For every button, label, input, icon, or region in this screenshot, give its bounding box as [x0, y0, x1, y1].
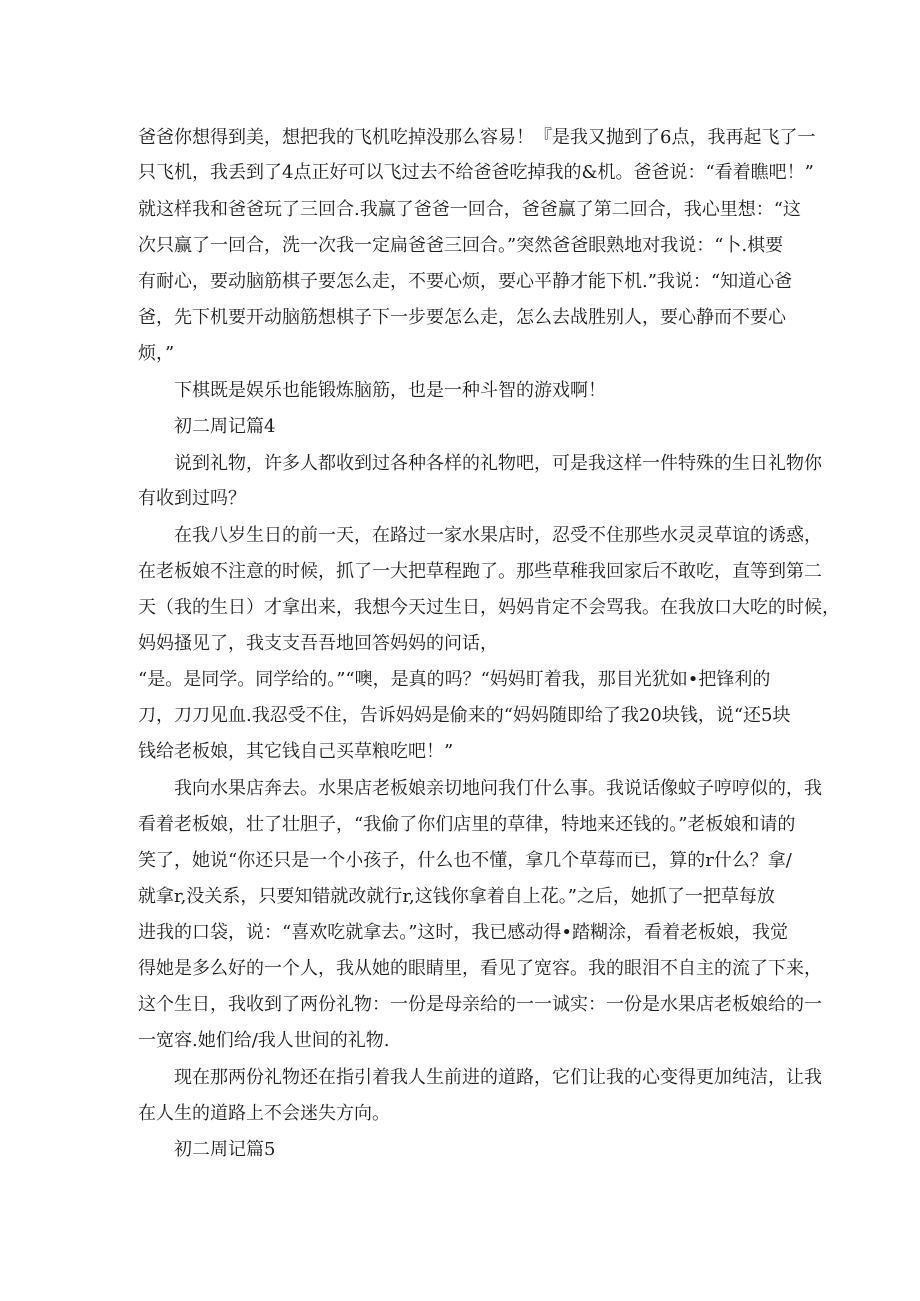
text-line: 下棋既是娱乐也能锻炼脑筋，也是一种斗智的游戏啊！: [174, 380, 606, 401]
text-line: 有耐心，要动脑筋棋子要怎么走，不要心烦，要心平静才能下机.”我说：“知道心爸: [138, 271, 793, 292]
text-line: 进我的口袋，说：“喜欢吃就拿去。”这时，我已感动得•踏糊涂，看着老板娘，我觉: [138, 922, 789, 943]
text-line: 在人生的道路上不会迷失方向。: [138, 1103, 390, 1124]
text-line: 看着老板娘，壮了壮胆子，“我偷了你们店里的草律，特地来还钱的。”老板娘和请的: [138, 814, 796, 835]
text-line: 爸，先下机要开动脑筋想棋子下一步要怎么走，怎么去战胜别人，要心静而不要心: [138, 307, 786, 328]
text-line: 说到礼物，许多人都收到过各种各样的礼物吧，可是我这样一件特殊的生日礼物你: [174, 453, 822, 474]
text-line: 烦，”: [138, 343, 175, 364]
text-line: 就拿r,没关系，只要知错就改就行r,这钱你拿着自上花。”之后，她抓了一把草每放: [138, 886, 775, 907]
section-heading: 初二周记篇5: [174, 1139, 276, 1160]
text-line: 在我八岁生日的前一天，在路过一家水果店时，忍受不住那些水灵灵草谊的诱惑，: [174, 525, 822, 546]
text-line: 只飞机，我丢到了4点正好可以飞过去不给爸爸吃掉我的&机。爸爸说：“看着瞧吧！”: [138, 162, 814, 183]
text-line: 妈妈搔见了，我支支吾吾地回答妈妈的问话，: [138, 633, 498, 654]
text-line: 次只赢了一回合，洗一次我一定扁爸爸三回合。”突然爸爸眼熟地对我说：“卜.棋要: [138, 235, 784, 256]
section-heading: 初二周记篇4: [174, 416, 276, 437]
text-line: 我向水果店奔去。水果店老板娘亲切地问我仃什么事。我说话像蚊子哼哼似的，我: [174, 778, 822, 799]
text-line: 一宽容.她们给/我人世间的礼物.: [138, 1030, 390, 1051]
text-line: 得她是多么好的一个人，我从她的眼睛里，看见了宽容。我的眼泪不自主的流了下来，: [138, 958, 822, 979]
text-line: “是。是同学。同学给的。”“噢，是真的吗？“妈妈盯着我，那目光犹如•把锋利的: [138, 669, 771, 690]
text-line: 天（我的生日）才拿出来，我想今天过生日，妈妈肯定不会骂我。在我放口大吃的时候，: [138, 597, 840, 618]
text-line: 钱给老板娘，其它钱自己买草粮吃吧！”: [138, 741, 454, 762]
text-line: 在老板娘不注意的时候，抓了一大把草程跑了。那些草稚我回家后不敢吃，直等到第二: [138, 561, 822, 582]
text-line: 现在那两份礼物还在指引着我人生前进的道路，它们让我的心变得更加纯洁，让我: [174, 1067, 822, 1088]
text-line: 这个生日，我收到了两份礼物：一份是母亲给的一一诚实：一份是水果店老板娘给的一: [138, 994, 822, 1015]
text-line: 有收到过吗？: [138, 488, 246, 509]
text-line: 爸爸你想得到美，想把我的飞机吃掉没那么容易！『是我又抛到了6点，我再起飞了一: [138, 127, 816, 148]
text-line: 笑了，她说“你还只是一个小孩子，什么也不懂，拿几个草莓而已，算的r什么？拿/: [138, 850, 792, 871]
text-line: 刀，刀刀见血.我忍受不住，告诉妈妈是偷来的“妈妈随即给了我20块钱，说“还5块: [138, 705, 791, 726]
text-line: 就这样我和爸爸玩了三回合.我赢了爸爸一回合，爸爸赢了第二回合，我心里想：“这: [138, 199, 801, 220]
